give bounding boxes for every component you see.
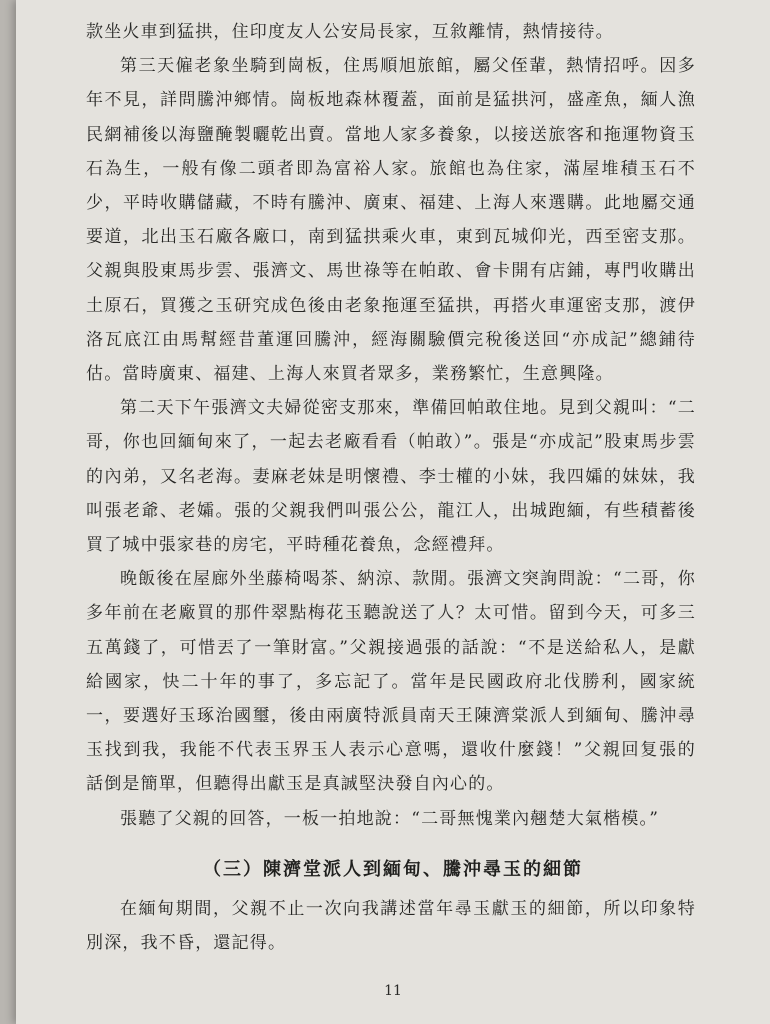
paragraph-1: 款坐火車到猛拱，住印度友人公安局長家，互敘離情，熱情接待。 [86, 22, 614, 42]
paragraph-2: 第三天僱老象坐騎到崗板，住馬順旭旅館，屬父侄輩，熱情招呼。因多年不見，詳問騰沖鄉情。崗板地森林覆蓋，面前是猛拱河，盛產魚，緬人漁民網補後以海鹽醃製曬乾出賣。當地人家多養象，以接送旅客和拖運物資玉石為生，一般有像二頭者即為富裕人家。旅館也為住家，滿屋堆積玉石不少，平時收購儲藏，不時有騰沖、廣東、福建、上海人來選購。此地屬交通要道，北出玉石廠各廠口，南到猛拱乘火車，東到瓦城仰光，西至密支那。父親與股東馬步雲、張濟文、馬世祿等在帕敢、會卡開有店鋪，專門收購出土原石，買獲之玉研究成色後由老象拖運至猛拱，再搭火車運密支那，渡伊洛瓦底江由馬幫經昔董運回騰沖，經海關驗價完稅後送回“亦成記”總鋪待估。當時廣東、福建、上海人來買者眾多，業務繁忙，生意興隆。 [86, 56, 696, 385]
paragraph-3: 第二天下午張濟文夫婦從密支那來，準備回帕敢住地。見到父親叫：“二哥，你也回緬甸來了，一起去老廠看看（帕敢）”。張是“亦成記”股東馬步雲的內弟，又名老海。妻麻老妹是明懷禮、李士權的小妹，我四孀的妹妹，我叫張老爺、老孀。張的父親我們叫張公公，龍江人，出城跑緬，有些積蓄後買了城中張家巷的房宅，平時種花養魚，念經禮拜。 [86, 398, 696, 556]
section-body-text [86, 892, 696, 960]
book-page [16, 0, 770, 1024]
paragraph-4: 晚飯後在屋廊外坐藤椅喝茶、納涼、款閒。張濟文突詢問說：“二哥，你多年前在老廠買的那件翠點梅花玉聽說送了人？太可惜。留到今天，可多三五萬錢了，可惜丟了一筆財富。”父親接過張的話說：“不是送給私人，是獻給國家，快二十年的事了，多忘記了。當年是民國政府北伐勝利，國家統一，要選好玉琢治國璽，後由兩廣特派員南天王陳濟棠派人到緬甸、騰沖尋玉找到我，我能不代表玉界玉人表示心意嗎，還收什麼錢！”父親回复張的話倒是簡單，但聽得出獻玉是真誠堅決發自內心的。 [86, 569, 696, 795]
page-number: 11 [384, 983, 402, 999]
paragraph-5: 張聽了父親的回答，一板一拍地說：“二哥無愧業內翹楚大氣楷模。” [120, 808, 660, 829]
paragraph-6: 在緬甸期間，父親不止一次向我講述當年尋玉獻玉的細節，所以印象特別深，我不昏，還記得。 [86, 899, 696, 954]
section-heading: （三）陳濟堂派人到緬甸、騰沖尋玉的細節 [203, 859, 583, 880]
body-text [86, 15, 696, 836]
